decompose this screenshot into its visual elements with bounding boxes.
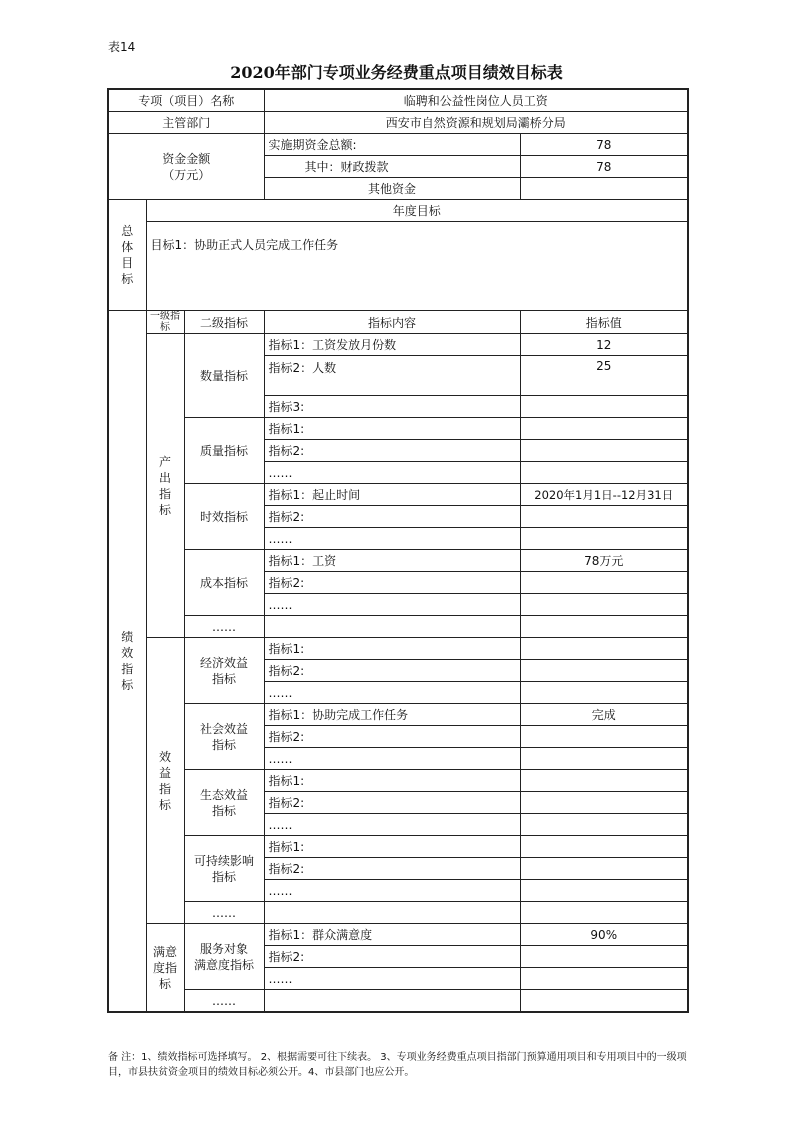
indicator-value (520, 572, 688, 594)
indicator-value (520, 902, 688, 924)
cost-label: 成本指标 (184, 550, 264, 616)
indicator-content: 指标2：人数 (264, 356, 520, 396)
indicator-value (520, 858, 688, 880)
indicator-content: …… (264, 968, 520, 990)
indicator-content: 指标1: (264, 770, 520, 792)
indicator-value (520, 506, 688, 528)
funds-label-cell (108, 134, 264, 200)
overall-goal-label: 总 体 目 标 (108, 200, 146, 311)
indicator-value (520, 726, 688, 748)
funds-total-label: 实施期资金总额: (264, 134, 520, 156)
footnote: 备 注：1、绩效指标可选择填写。 2、根据需要可往下续表。 3、专项业务经费重点项目指部门预算通用项目和专用项目中的一级项目，市县扶贫资金项目的绩效目标必须公开。4、市县部门也应公开。 (108, 1052, 687, 1078)
ecological-label: 生态效益 指标 (184, 770, 264, 836)
indicator-content: …… (264, 594, 520, 616)
sustainable-label: 可持续影响 指标 (184, 836, 264, 902)
indicator-content: 指标2: (264, 506, 520, 528)
output-more: …… (184, 616, 264, 638)
indicator-value: 78万元 (520, 550, 688, 572)
indicator-value: 完成 (520, 704, 688, 726)
annual-goal-text: 目标1：协助正式人员完成工作任务 (146, 222, 688, 311)
social-label: 社会效益 指标 (184, 704, 264, 770)
indicator-value (520, 418, 688, 440)
indicator-content: 指标1：起止时间 (264, 484, 520, 506)
indicator-content: 指标2: (264, 946, 520, 968)
page-title: 2020年部门专项业务经费重点项目绩效目标表 (230, 63, 563, 82)
indicator-content: 指标1: (264, 638, 520, 660)
table-number: 表14 (108, 40, 136, 54)
indicator-value (520, 814, 688, 836)
indicator-content: 指标1：协助完成工作任务 (264, 704, 520, 726)
service-label: 服务对象 满意度指标 (184, 924, 264, 990)
perf-label: 绩 效 指 标 (108, 311, 146, 1013)
indicator-value (520, 462, 688, 484)
indicator-value (520, 792, 688, 814)
benefit-label: 效 益 指 标 (146, 638, 184, 924)
indicator-value: 12 (520, 334, 688, 356)
funds-other-label: 其他资金 (264, 178, 520, 200)
timeliness-label: 时效指标 (184, 484, 264, 550)
indicator-value (520, 396, 688, 418)
indicator-content: …… (264, 880, 520, 902)
indicator-value: 90% (520, 924, 688, 946)
indicator-content: …… (264, 462, 520, 484)
annual-goal-label: 年度目标 (146, 200, 688, 222)
indicator-content: 指标1: (264, 836, 520, 858)
indicator-value (520, 594, 688, 616)
indicator-value (520, 770, 688, 792)
indicator-content: 指标1：工资 (264, 550, 520, 572)
quantity-label: 数量指标 (184, 334, 264, 418)
col-content: 指标内容 (264, 311, 520, 334)
indicator-value (520, 440, 688, 462)
project-name-value: 临聘和公益性岗位人员工资 (264, 89, 688, 112)
indicator-value (520, 528, 688, 550)
funds-total-value: 78 (520, 134, 688, 156)
funds-fiscal-label: 其中：财政拨款 (264, 156, 520, 178)
dept-value: 西安市自然资源和规划局灞桥分局 (264, 112, 688, 134)
indicator-value (520, 638, 688, 660)
funds-fiscal-value: 78 (520, 156, 688, 178)
satisfaction-more: …… (184, 990, 264, 1013)
indicator-value (520, 880, 688, 902)
quality-label: 质量指标 (184, 418, 264, 484)
indicator-value (520, 836, 688, 858)
indicator-content: 指标2: (264, 726, 520, 748)
economic-label: 经济效益 指标 (184, 638, 264, 704)
col-level1: 一级指标 (146, 311, 184, 334)
indicator-value (520, 682, 688, 704)
satisfaction-label: 满意 度指 标 (146, 924, 184, 1013)
indicator-value: 25 (520, 356, 688, 396)
indicator-content: 指标1：群众满意度 (264, 924, 520, 946)
indicator-content: 指标1: (264, 418, 520, 440)
funds-other-value (520, 178, 688, 200)
indicator-content: 指标2: (264, 858, 520, 880)
indicator-value (520, 968, 688, 990)
indicator-content: …… (264, 682, 520, 704)
indicator-content: …… (264, 528, 520, 550)
indicator-content (264, 990, 520, 1013)
indicator-value (520, 990, 688, 1013)
indicator-value: 2020年1月1日--12月31日 (520, 484, 688, 506)
indicator-content (264, 902, 520, 924)
col-value: 指标值 (520, 311, 688, 334)
indicator-value (520, 946, 688, 968)
indicator-content: 指标2: (264, 660, 520, 682)
indicator-content: 指标2: (264, 572, 520, 594)
indicator-content (264, 616, 520, 638)
indicator-content: …… (264, 814, 520, 836)
indicator-content: …… (264, 748, 520, 770)
dept-label: 主管部门 (108, 112, 264, 134)
indicator-content: 指标2: (264, 440, 520, 462)
indicator-value (520, 748, 688, 770)
indicator-content: 指标3: (264, 396, 520, 418)
benefit-more: …… (184, 902, 264, 924)
indicator-value (520, 660, 688, 682)
col-level2: 二级指标 (184, 311, 264, 334)
indicator-value (520, 616, 688, 638)
output-label: 产 出 指 标 (146, 334, 184, 638)
performance-table (107, 88, 689, 1013)
funds-unit: （万元） (162, 167, 211, 182)
indicator-content: 指标1：工资发放月份数 (264, 334, 520, 356)
project-name-label: 专项（项目）名称 (108, 89, 264, 112)
indicator-content: 指标2: (264, 792, 520, 814)
funds-label: 资金金额 (162, 151, 211, 166)
